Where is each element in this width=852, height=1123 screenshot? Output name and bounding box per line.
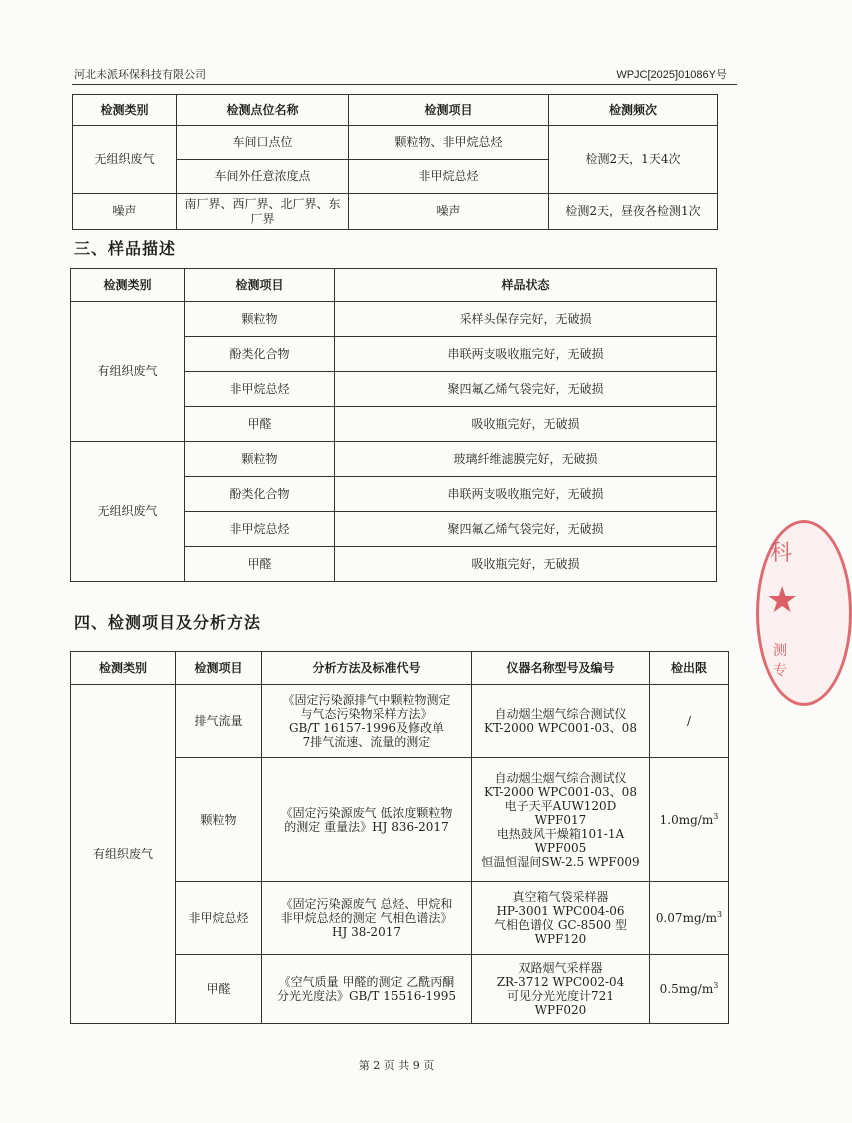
- item-cell: 非甲烷总烃: [176, 882, 262, 955]
- status-cell: 采样头保存完好，无破损: [335, 302, 717, 337]
- header-cell: 检测项目: [176, 652, 262, 685]
- limit-value: 0.07mg/m: [655, 911, 718, 925]
- method-cell: [262, 685, 472, 758]
- item-cell: 甲醛: [185, 547, 335, 582]
- method-cell: [262, 758, 472, 882]
- limit-cell: [650, 882, 729, 955]
- header-cell: 检测点位名称: [177, 95, 349, 126]
- header-cell: 检测类别: [71, 269, 185, 302]
- method-line: GB/T 16157-1996及修改单: [288, 721, 445, 735]
- instrument-line: ZR-3712 WPC002-04: [496, 975, 625, 989]
- instrument-line: 真空箱气袋采样器: [512, 890, 609, 904]
- method-cell: [262, 882, 472, 955]
- method-line: 《固定污染源废气 总烃、甲烷和: [280, 897, 453, 911]
- limit-value: 1.0mg/m: [659, 812, 714, 827]
- category-cell: 噪声: [73, 194, 177, 230]
- instrument-line: HP-3001 WPC004-06: [496, 904, 625, 918]
- instrument-line: KT-2000 WPC001-03、08: [484, 784, 637, 799]
- table-header-row: [71, 269, 717, 302]
- item-cell: 酚类化合物: [185, 337, 335, 372]
- instrument-line: WPF005: [534, 840, 587, 855]
- section-title-sample-description: 三、样品描述: [74, 239, 177, 258]
- header-cell: 检测类别: [73, 95, 177, 126]
- method-line: 非甲烷总烃的测定 气相色谱法》: [280, 911, 453, 925]
- status-cell: 聚四氟乙烯气袋完好，无破损: [335, 372, 717, 407]
- table-header-row: [71, 652, 729, 685]
- instrument-line: 电热鼓风干燥箱101-1A: [496, 826, 625, 841]
- instrument-line: 可见分光光度计721: [507, 989, 614, 1003]
- item-cell: 排气流量: [176, 685, 262, 758]
- analysis-methods-table: [70, 651, 729, 1024]
- section-title-analysis-methods: 四、检测项目及分析方法: [74, 613, 262, 632]
- category-cell: 有组织废气: [71, 302, 185, 442]
- instrument-line: 电子天平AUW120D: [504, 798, 617, 813]
- frequency-cell: 检测2天，昼夜各检测1次: [549, 194, 718, 230]
- header-cell: 检出限: [650, 652, 729, 685]
- table-row: [73, 194, 718, 230]
- method-cell: [262, 955, 472, 1024]
- status-cell: 玻璃纤维滤膜完好，无破损: [335, 442, 717, 477]
- table-header-row: [73, 95, 718, 126]
- header-cell: 检测项目: [185, 269, 335, 302]
- seal-text-top: 科: [770, 541, 793, 566]
- header-cell: 检测项目: [349, 95, 549, 126]
- table-row: [73, 126, 718, 160]
- header-divider: [72, 84, 737, 85]
- header-cell: 检测频次: [549, 95, 718, 126]
- method-line: 《固定污染源排气中颗粒物测定: [282, 693, 451, 707]
- method-line: 7排气流速、流量的测定: [302, 735, 431, 749]
- method-line: 《空气质量 甲醛的测定 乙酰丙酮: [278, 975, 455, 989]
- header-cell: 样品状态: [335, 269, 717, 302]
- instrument-line: 气相色谱仪 GC-8500 型: [494, 918, 627, 932]
- limit-cell: /: [650, 685, 729, 758]
- method-line: HJ 38-2017: [332, 925, 401, 939]
- item-cell: 甲醛: [176, 955, 262, 1024]
- instrument-cell: [472, 882, 650, 955]
- instrument-cell: [472, 758, 650, 882]
- status-cell: 串联两支吸收瓶完好，无破损: [335, 337, 717, 372]
- monitoring-points-table: [72, 94, 718, 230]
- item-cell: 颗粒物: [185, 302, 335, 337]
- item-cell: 非甲烷总烃: [185, 372, 335, 407]
- table-row: [71, 685, 729, 758]
- star-icon: ★: [766, 580, 799, 621]
- method-line: 的测定 重量法》HJ 836-2017: [284, 819, 449, 834]
- status-cell: 串联两支吸收瓶完好，无破损: [335, 477, 717, 512]
- sample-description-table: [70, 268, 717, 582]
- instrument-line: 自动烟尘烟气综合测试仪: [494, 707, 627, 721]
- company-name: 河北未派环保科技有限公司: [74, 68, 206, 81]
- item-cell: 非甲烷总烃: [185, 512, 335, 547]
- table-row: [71, 442, 717, 477]
- item-cell: 颗粒物、非甲烷总烃: [349, 126, 549, 160]
- instrument-line: 双路烟气采样器: [518, 961, 603, 975]
- instrument-line: KT-2000 WPC001-03、08: [484, 721, 637, 735]
- limit-cell: [650, 758, 729, 882]
- header-cell: 仪器名称型号及编号: [472, 652, 650, 685]
- limit-cell: [650, 955, 729, 1024]
- method-line: 与气态污染物采样方法》: [300, 707, 433, 721]
- header-cell: 分析方法及标准代号: [262, 652, 472, 685]
- report-number: WPJC[2025]01086Y号: [616, 69, 727, 81]
- item-cell: 噪声: [349, 194, 549, 230]
- instrument-line: 恒温恒湿间SW-2.5 WPF009: [481, 854, 640, 869]
- header-cell: 检测类别: [71, 652, 176, 685]
- instrument-line: WPF017: [534, 812, 587, 827]
- frequency-cell: 检测2天，1天4次: [549, 126, 718, 194]
- item-cell: 颗粒物: [176, 758, 262, 882]
- limit-superscript: 3: [717, 910, 723, 919]
- limit-superscript: 3: [713, 811, 719, 821]
- limit-superscript: 3: [713, 981, 719, 990]
- instrument-line: 自动烟尘烟气综合测试仪: [494, 770, 627, 785]
- category-cell: 无组织废气: [71, 442, 185, 582]
- limit-value: 0.5mg/m: [659, 982, 714, 996]
- status-cell: 吸收瓶完好，无破损: [335, 547, 717, 582]
- instrument-line: WPF120: [534, 932, 587, 946]
- item-cell: 酚类化合物: [185, 477, 335, 512]
- point-cell: 车间口点位: [177, 126, 349, 160]
- page-number: 第 2 页 共 9 页: [358, 1059, 435, 1072]
- method-line: 《固定污染源废气 低浓度颗粒物: [280, 805, 453, 820]
- instrument-cell: [472, 955, 650, 1024]
- status-cell: 吸收瓶完好，无破损: [335, 407, 717, 442]
- instrument-line: WPF020: [534, 1003, 587, 1017]
- seal-text-bottom: 测专: [773, 643, 787, 679]
- category-cell: 有组织废气: [71, 685, 176, 1024]
- method-line: 分光光度法》GB/T 15516-1995: [276, 989, 457, 1003]
- instrument-cell: [472, 685, 650, 758]
- table-row: [71, 302, 717, 337]
- item-cell: 颗粒物: [185, 442, 335, 477]
- item-cell: 甲醛: [185, 407, 335, 442]
- category-cell: 无组织废气: [73, 126, 177, 194]
- item-cell: 非甲烷总烃: [349, 160, 549, 194]
- point-cell: 车间外任意浓度点: [177, 160, 349, 194]
- status-cell: 聚四氟乙烯气袋完好，无破损: [335, 512, 717, 547]
- point-cell: 南厂界、西厂界、北厂界、东厂界: [177, 194, 349, 230]
